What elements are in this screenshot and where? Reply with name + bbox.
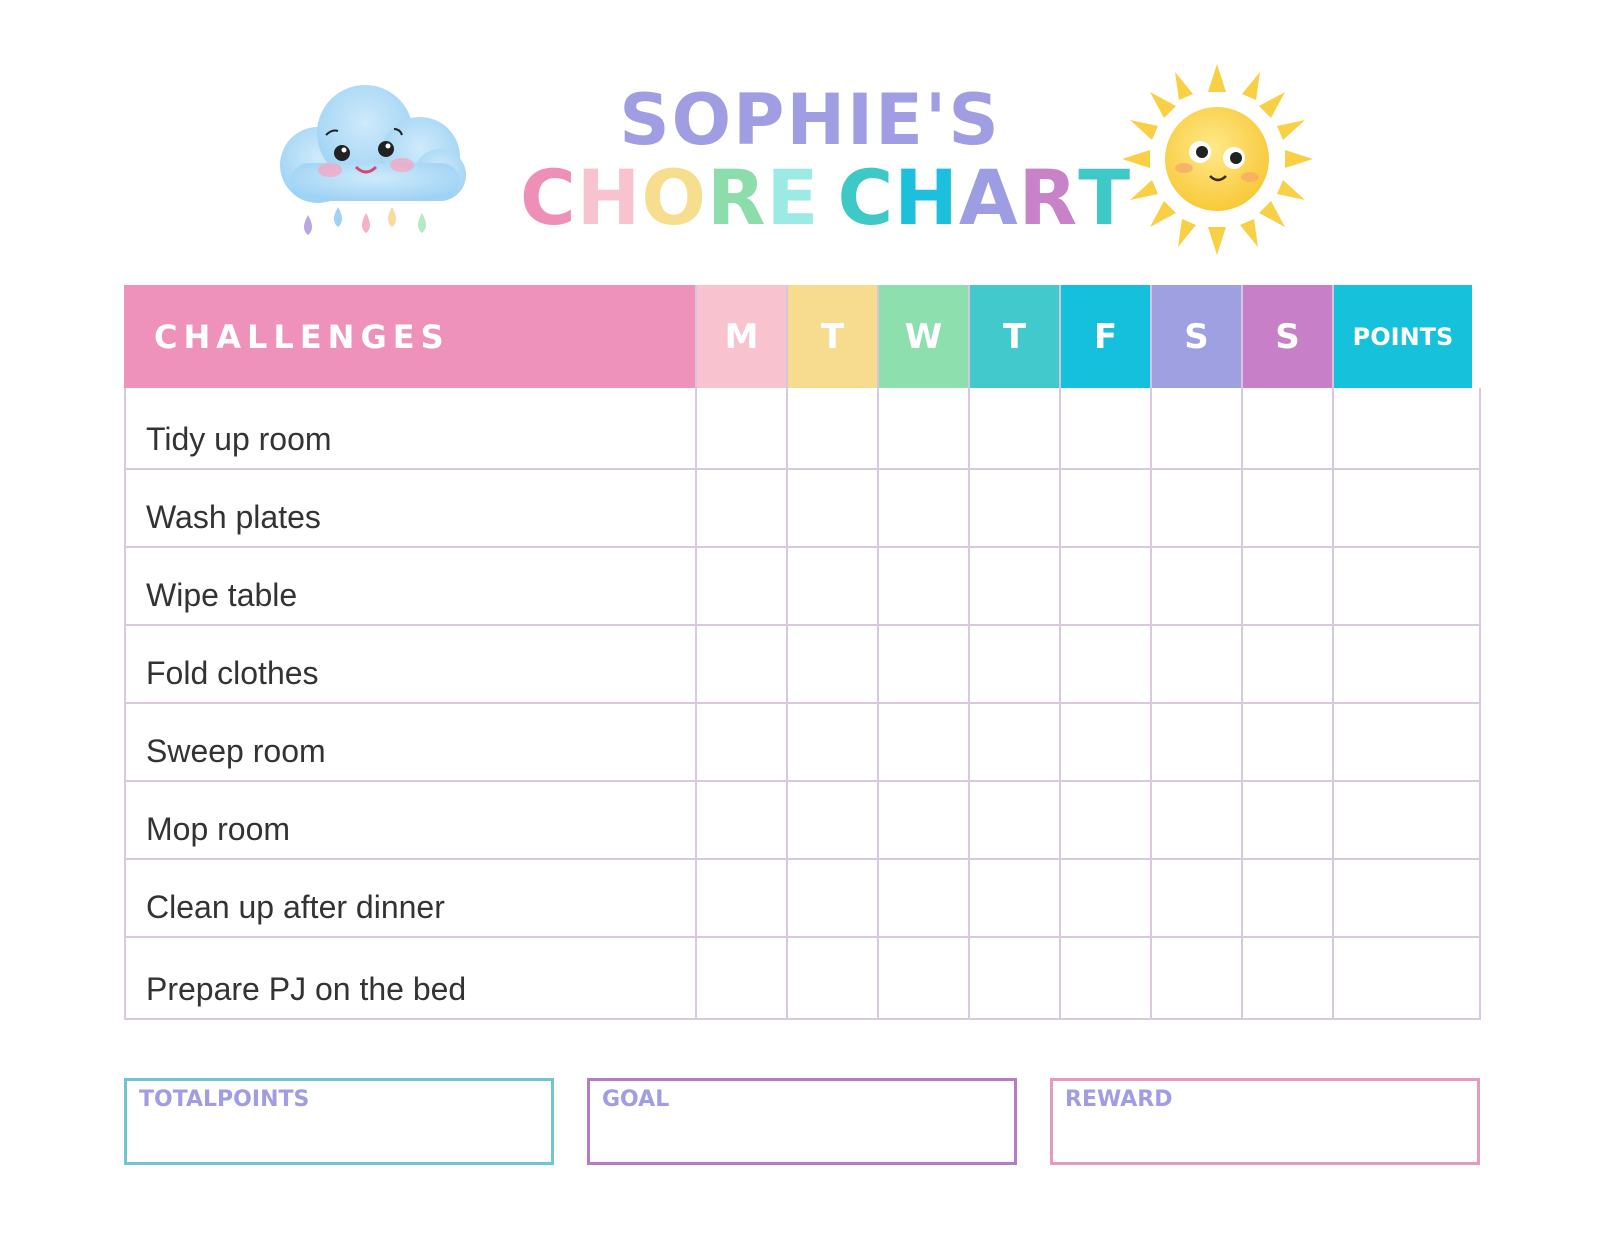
day-check-cell[interactable] [1059,704,1150,780]
day-check-cell[interactable] [877,388,968,468]
sun-icon [1120,62,1315,257]
day-check-cell[interactable] [877,548,968,624]
points-cell[interactable] [1332,470,1470,546]
day-check-cell[interactable] [695,704,786,780]
day-check-cell[interactable] [877,626,968,702]
goal-label: GOAL [602,1087,670,1112]
day-header: T [786,285,877,388]
day-check-cell[interactable] [1059,388,1150,468]
day-check-cell[interactable] [1150,938,1241,1018]
table-row [126,780,1479,858]
title-letter: R [707,153,767,242]
day-check-cell[interactable] [877,938,968,1018]
task-label: Wipe table [146,577,298,613]
day-check-cell[interactable] [1241,860,1332,936]
day-check-cell[interactable] [968,860,1059,936]
day-check-cell[interactable] [968,704,1059,780]
day-header: F [1059,285,1150,388]
day-check-cell[interactable] [695,860,786,936]
day-check-cell[interactable] [1150,548,1241,624]
points-cell[interactable] [1332,626,1470,702]
day-check-cell[interactable] [786,860,877,936]
day-check-cell[interactable] [968,626,1059,702]
day-check-cell[interactable] [1241,548,1332,624]
day-check-cell[interactable] [1059,626,1150,702]
table-row [126,936,1479,1018]
title-letter: H [576,153,642,242]
day-check-cell[interactable] [968,782,1059,858]
day-check-cell[interactable] [1059,782,1150,858]
day-check-cell[interactable] [877,782,968,858]
day-check-cell[interactable] [1241,704,1332,780]
day-check-cell[interactable] [1150,626,1241,702]
page-title-name: SOPHIE'S [619,79,1001,161]
total-points-label: TOTALPOINTS [139,1087,310,1112]
table-row [126,468,1479,546]
points-header: POINTS [1332,285,1472,388]
points-cell[interactable] [1332,782,1470,858]
day-check-cell[interactable] [786,704,877,780]
day-check-cell[interactable] [1150,388,1241,468]
day-check-cell[interactable] [786,626,877,702]
table-row [126,702,1479,780]
day-check-cell[interactable] [1241,388,1332,468]
day-check-cell[interactable] [877,470,968,546]
day-check-cell[interactable] [968,548,1059,624]
day-check-cell[interactable] [1150,860,1241,936]
table-row [126,546,1479,624]
page-title-chore-chart [520,153,1132,242]
title-letter: H [894,153,959,242]
day-header: W [877,285,968,388]
table-body [124,388,1481,1020]
day-header: S [1150,285,1241,388]
day-check-cell[interactable] [695,548,786,624]
goal-box[interactable] [587,1078,1017,1165]
day-check-cell[interactable] [968,470,1059,546]
total-points-box[interactable] [124,1078,554,1165]
task-label: Clean up after dinner [146,889,445,925]
reward-box[interactable] [1050,1078,1480,1165]
day-check-cell[interactable] [877,704,968,780]
day-check-cell[interactable] [695,938,786,1018]
day-check-cell[interactable] [1241,470,1332,546]
points-cell[interactable] [1332,860,1470,936]
points-cell[interactable] [1332,938,1470,1018]
title-letter: R [1018,153,1079,242]
task-label: Tidy up room [146,421,332,457]
day-check-cell[interactable] [786,782,877,858]
reward-label: REWARD [1065,1087,1173,1112]
points-cell[interactable] [1332,548,1470,624]
task-label: Fold clothes [146,655,319,691]
day-header: M [695,285,786,388]
task-label: Mop room [146,811,291,847]
day-check-cell[interactable] [1241,938,1332,1018]
title-letter: E [766,153,820,242]
day-check-cell[interactable] [1150,470,1241,546]
title-letter: T [1078,153,1132,242]
day-check-cell[interactable] [1059,938,1150,1018]
title-letter: C [837,153,895,242]
day-check-cell[interactable] [877,860,968,936]
table-row [126,624,1479,702]
task-label: Wash plates [146,499,321,535]
day-header: T [968,285,1059,388]
day-check-cell[interactable] [1241,626,1332,702]
table-row [126,388,1479,468]
day-check-cell[interactable] [786,388,877,468]
day-check-cell[interactable] [1241,782,1332,858]
day-check-cell[interactable] [786,470,877,546]
title-letter: O [641,153,707,242]
day-check-cell[interactable] [695,782,786,858]
title-letter: C [520,153,577,242]
day-check-cell[interactable] [695,626,786,702]
day-check-cell[interactable] [968,938,1059,1018]
cloud-icon [270,75,470,250]
day-check-cell[interactable] [786,938,877,1018]
points-cell[interactable] [1332,388,1470,468]
day-check-cell[interactable] [968,388,1059,468]
day-check-cell[interactable] [1059,470,1150,546]
title-letter: A [958,153,1019,242]
day-check-cell[interactable] [1059,548,1150,624]
day-check-cell[interactable] [1150,782,1241,858]
points-cell[interactable] [1332,704,1470,780]
day-check-cell[interactable] [1059,860,1150,936]
day-check-cell[interactable] [695,388,786,468]
day-check-cell[interactable] [695,470,786,546]
table-header [124,285,1481,388]
challenges-header: CHALLENGES [124,285,695,388]
task-label: Sweep room [146,733,326,769]
chore-table [124,285,1481,1020]
table-row [126,858,1479,936]
task-label: Prepare PJ on the bed [146,971,467,1007]
day-check-cell[interactable] [1150,704,1241,780]
day-check-cell[interactable] [786,548,877,624]
day-header: S [1241,285,1332,388]
